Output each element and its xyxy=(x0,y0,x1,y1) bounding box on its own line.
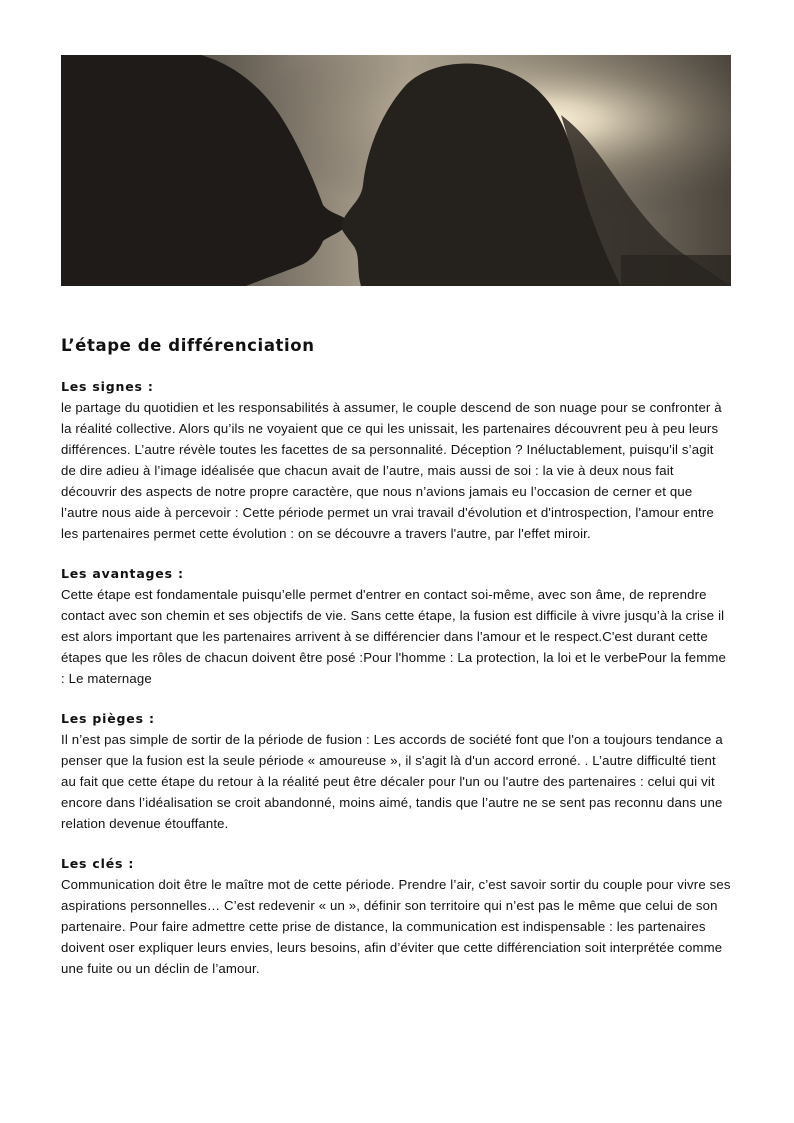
section-keys xyxy=(61,853,731,979)
document-page xyxy=(61,55,731,979)
page-title: L’étape de différenciation xyxy=(61,336,315,355)
section-text: Communication doit être le maître mot de cette période. Prendre l’air, c’est savoir sortir du couple pour vivre ses aspirations personnelles… C’est redevenir « un », définir son territoire qui n’est pas le même que celui de son partenaire. Pour faire admettre cette prise de distance, la communication est indispensable : les partenaires doivent oser expliquer leurs envies, leurs besoins, afin d’éviter que cette différenciation soit interprétée comme une fuite ou un déclin de l’amour. xyxy=(61,877,731,976)
section-label: Les clés : xyxy=(61,856,135,871)
section-signs xyxy=(61,376,731,544)
section-label: Les signes : xyxy=(61,379,154,394)
section-label: Les pièges : xyxy=(61,711,155,726)
section-text: Cette étape est fondamentale puisqu’elle permet d'entrer en contact soi-même, avec son âme, de reprendre contact avec son chemin et ses objectifs de vie. Sans cette étape, la fusion est difficile à vivre jusqu’à la crise il est alors important que les partenaires arrivent à se différencier dans l'amour et le respect.C'est durant cette étapes que les rôles de chacun doivent être posé :Pour l'homme : La protection, la loi et le verbePour la femme : Le maternage xyxy=(61,587,726,686)
section-label: Les avantages : xyxy=(61,566,184,581)
section-advantages xyxy=(61,563,731,689)
section-text: le partage du quotidien et les responsabilités à assumer, le couple descend de son nuage pour se confronter à la réalité collective. Alors qu’ils ne voyaient que ce qui les unissait, les partenaires découvrent peu à peu leurs différences. L’autre révèle toutes les facettes de sa personnalité. Déception ? Inéluctablement, puisqu'il s’agit de dire adieu à l’image idéalisée que chacun avait de l’autre, mais aussi de soi : la vie à deux nous fait découvrir des aspects de notre propre caractère, que nous n’avions jamais eu l’occasion de cerner et que l’autre nous aide à percevoir : Cette période permet un vrai travail d'évolution et d'introspection, l'amour entre les partenaires permet cette évolution : on se découvre a travers l'autre, par l'effet miroir. xyxy=(61,400,722,541)
section-text: Il n’est pas simple de sortir de la période de fusion : Les accords de société font que l'on a toujours tendance a penser que la fusion est la seule période « amoureuse », il s'agit là d'un accord erroné. . L’autre difficulté tient au fait que cette étape du retour à la réalité peut être décaler pour l'un ou l'autre des partenaires : celui qui vit encore dans l’idéalisation se croit abandonné, moins aimé, tandis que l’autre ne se sent pas reconnu dans une relation devenue étouffante. xyxy=(61,732,723,831)
section-traps xyxy=(61,708,731,834)
couple-silhouette-photo xyxy=(61,55,731,286)
